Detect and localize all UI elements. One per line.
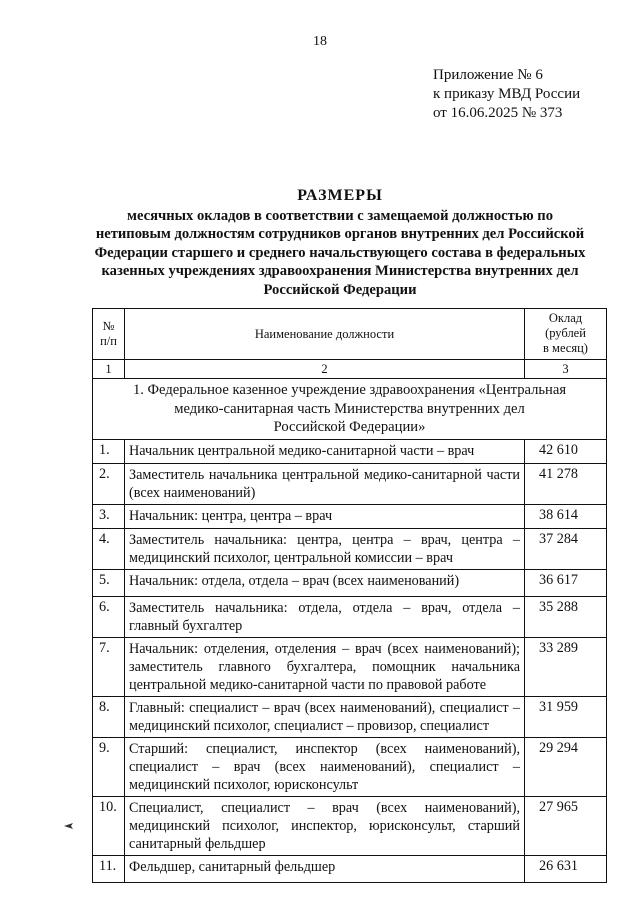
appendix-line-2: к приказу МВД России: [433, 86, 581, 102]
position-name: Начальник: отделения, отделения – врач (всех наименований); заместитель главного бухгалтера, помощник начальника центральной медико-санитарной части по правовой работе: [125, 637, 525, 696]
position-name: Заместитель начальника: отдела, отдела – врач, отдела – главный бухгалтер: [125, 596, 525, 637]
title-main: РАЗМЕРЫ: [297, 187, 383, 204]
row-number: 6.: [93, 596, 125, 637]
row-number: 7.: [93, 637, 125, 696]
header-salary-line-1: Оклад: [548, 311, 583, 325]
header-salary-line-3: в месяц): [543, 341, 588, 355]
salary-value: 41 278: [525, 463, 607, 504]
row-number: 8.: [93, 696, 125, 737]
appendix-line-1: Приложение № 6: [433, 67, 543, 83]
table-row: [93, 737, 607, 796]
table-row: [93, 855, 607, 882]
row-number: 5.: [93, 569, 125, 596]
header-position-name: Наименование должности: [125, 309, 525, 360]
table-row: [93, 504, 607, 528]
header-salary: [525, 309, 607, 360]
salary-table: [92, 308, 607, 883]
table-row: [93, 439, 607, 463]
page-number: 18: [313, 34, 327, 49]
position-name: Заместитель начальника центральной медико-санитарной части (всех наименований): [125, 463, 525, 504]
position-name: Начальник: центра, центра – врач: [125, 504, 525, 528]
position-name: Специалист, специалист – врач (всех наименований), медицинский психолог, инспектор, юрисконсульт, старший санитарный фельдшер: [125, 796, 525, 855]
row-number: 2.: [93, 463, 125, 504]
column-number-row: [93, 360, 607, 379]
salary-value: 27 965: [525, 796, 607, 855]
salary-value: 35 288: [525, 596, 607, 637]
position-name: Главный: специалист – врач (всех наименований), специалист – медицинский психолог, специалист – провизор, специалист: [125, 696, 525, 737]
row-number: 1.: [93, 439, 125, 463]
header-number-line-1: №: [102, 319, 115, 333]
title-line-1: месячных окладов в соответствии с замещаемой должностью по: [127, 208, 553, 224]
header-number: [93, 309, 125, 360]
salary-value: 38 614: [525, 504, 607, 528]
title-line-4: казенных учреждениях здравоохранения Министерства внутренних дел: [101, 263, 579, 280]
salary-value: 31 959: [525, 696, 607, 737]
table-row: [93, 696, 607, 737]
table-row: [93, 463, 607, 504]
table-row: [93, 796, 607, 855]
position-name: Начальник центральной медико-санитарной части – врач: [125, 439, 525, 463]
title-line-5: Российской Федерации: [263, 281, 417, 298]
row-number: 10.: [93, 796, 125, 855]
scan-mark-icon: [64, 822, 74, 830]
appendix-reference: [433, 66, 580, 123]
column-number-1: 1: [93, 360, 125, 379]
title-line-2: нетиповым должностям сотрудников органов внутренних дел Российской: [95, 226, 585, 243]
salary-value: 26 631: [525, 855, 607, 882]
position-name: Фельдшер, санитарный фельдшер: [125, 855, 525, 882]
table-row: [93, 569, 607, 596]
table-row: [93, 528, 607, 569]
position-name: Заместитель начальника: центра, центра – врач, центра – медицинский психолог, центральной комиссии – врач: [125, 528, 525, 569]
section-line-2: медико-санитарная часть Министерства внутренних дел: [174, 400, 525, 417]
row-number: 3.: [93, 504, 125, 528]
title-line-3: Федерации старшего и среднего начальствующего состава в федеральных: [94, 244, 586, 261]
header-number-line-2: п/п: [100, 334, 117, 348]
table-header-row: [93, 309, 607, 360]
position-name: Старший: специалист, инспектор (всех наименований), специалист – врач (всех наименований), специалист – медицинский психолог, юрисконсульт: [125, 737, 525, 796]
document-title: [80, 187, 600, 299]
header-salary-line-2: (рублей: [545, 326, 586, 340]
section-header-row: [93, 379, 607, 440]
appendix-line-3: от 16.06.2025 № 373: [433, 105, 563, 121]
salary-value: 36 617: [525, 569, 607, 596]
column-number-2: 2: [125, 360, 525, 379]
row-number: 4.: [93, 528, 125, 569]
salary-value: 33 289: [525, 637, 607, 696]
section-title: [93, 379, 607, 440]
margin-scan-mark: [64, 819, 74, 834]
salary-value: 42 610: [525, 439, 607, 463]
salary-value: 37 284: [525, 528, 607, 569]
row-number: 11.: [93, 855, 125, 882]
section-line-1: 1. Федеральное казенное учреждение здравоохранения «Центральная: [132, 382, 567, 398]
position-name: Начальник: отдела, отдела – врач (всех наименований): [125, 569, 525, 596]
row-number: 9.: [93, 737, 125, 796]
salary-value: 29 294: [525, 737, 607, 796]
column-number-3: 3: [525, 360, 607, 379]
table-row: [93, 596, 607, 637]
section-line-3: Российской Федерации»: [273, 419, 426, 435]
table-row: [93, 637, 607, 696]
